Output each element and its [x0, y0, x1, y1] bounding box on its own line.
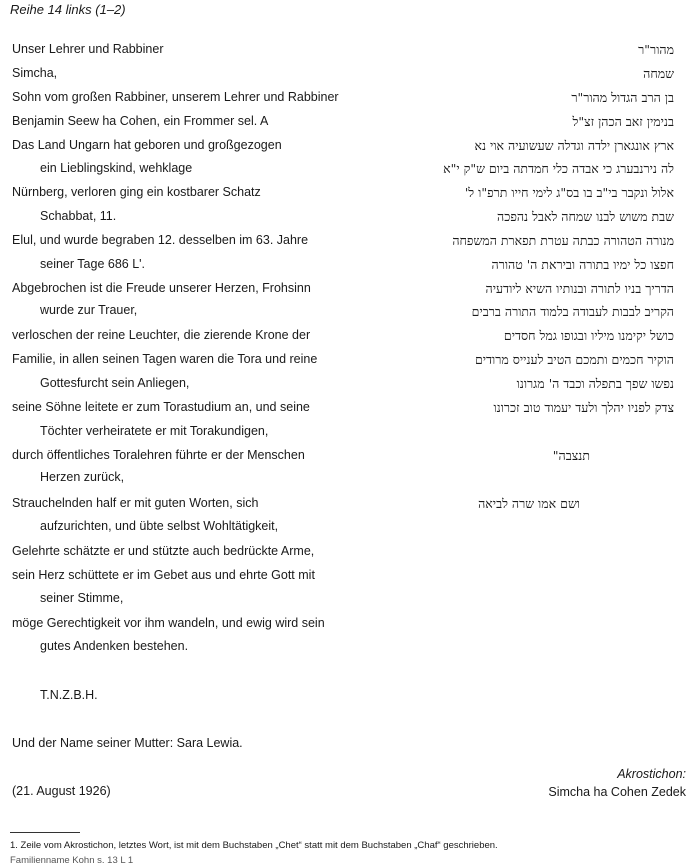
german-line: Das Land Ungarn hat geboren und großgezogen	[12, 138, 282, 152]
german-line: Benjamin Seew ha Cohen, ein Frommer sel. A	[12, 114, 269, 128]
hebrew-line: אלול ונקבר בי"ב בו בס"ג לימי חייו תרפ"ו ל'	[464, 185, 674, 200]
hebrew-line: ארץ אונגארן ילדה וגדלה שעשועיה אוי נא	[474, 138, 674, 153]
german-line: durch öffentliches Toralehren führte er der Menschen	[12, 448, 305, 462]
footnote: 1. Zeile vom Akrostichon, letztes Wort, ist mit dem Buchstaben „Chet“ statt mit dem Buchstaben „Chaf“ geschrieben.	[10, 840, 498, 851]
german-line: Nürnberg, verloren ging ein kostbarer Schatz	[12, 185, 261, 199]
german-line: Schabbat, 11.	[40, 209, 117, 223]
german-line: sein Herz schüttete er im Gebet aus und ehrte Gott mit	[12, 568, 315, 582]
german-line: Gelehrte schätzte er und stützte auch bedrückte Arme,	[12, 544, 315, 558]
acrostic-label: Akrostichon:	[617, 767, 686, 781]
page-header: Reihe 14 links (1–2)	[10, 2, 126, 17]
german-line: seiner Stimme,	[40, 591, 124, 605]
german-line: Töchter verheiratete er mit Torakundigen,	[40, 424, 269, 438]
german-line: Unser Lehrer und Rabbiner	[12, 42, 164, 56]
german-line: Simcha,	[12, 66, 58, 80]
german-line: ein Lieblingskind, wehklage	[40, 161, 193, 175]
hebrew-line: חפצו כל ימיו בתורה וביראת ה' טהורה	[491, 257, 674, 272]
footnote-divider	[10, 832, 80, 833]
german-line: Sohn vom großen Rabbiner, unserem Lehrer und Rabbiner	[12, 90, 339, 104]
hebrew-line: הוקיר חכמים ותמכם הטיב לענייס מרודים	[474, 352, 674, 367]
german-line: T.N.Z.B.H.	[40, 688, 98, 702]
german-line: gutes Andenken bestehen.	[40, 639, 189, 653]
german-line: Abgebrochen ist die Freude unserer Herzen, Frohsinn	[12, 281, 311, 295]
german-line: Und der Name seiner Mutter: Sara Lewia.	[12, 736, 243, 750]
date-line: (21. August 1926)	[12, 784, 111, 798]
german-line: verloschen der reine Leuchter, die zierende Krone der	[12, 328, 311, 342]
german-line: seiner Tage 686 L'.	[40, 257, 146, 271]
hebrew-line: לה נירנבערג כי אבדה כלי חמדתה ביום ש"ק י"א	[443, 161, 674, 176]
hebrew-line: מנורה הטהורה כבתה עטרת תפארת המשפחה	[452, 233, 674, 248]
hebrew-line: בנימין זאב הכהן זצ"ל	[572, 114, 674, 129]
hebrew-line: שמחה	[643, 66, 674, 81]
german-line: Herzen zurück,	[40, 470, 125, 484]
hebrew-line: צדק לפניו יהלך ולעד יעמוד טוב זכרונו	[493, 400, 674, 415]
german-line: Strauchelnden half er mit guten Worten, sich	[12, 496, 259, 510]
hebrew-line: כושל יקימנו מיליו ובגופו גמל חסדים	[503, 328, 674, 343]
hebrew-line: הקריב לבבות לעבודה בלמוד התורה ברבים	[471, 304, 674, 319]
german-line: Elul, und wurde begraben 12. desselben im 63. Jahre	[12, 233, 309, 247]
german-line: möge Gerechtigkeit vor ihm wandeln, und ewig wird sein	[12, 616, 325, 630]
hebrew-line: ושם אמו שרה לביאה	[478, 496, 580, 511]
hebrew-line: שבת משוש לבנו שמחה לאבל נהפכה	[497, 209, 674, 224]
hebrew-line: תנצבה"	[552, 448, 590, 463]
footnote: Familienname Kohn s. 13 L 1	[10, 855, 134, 866]
german-line: Familie, in allen seinen Tagen waren die Tora und reine	[12, 352, 318, 366]
hebrew-line: בן הרב הגדול מהור"ר	[571, 90, 674, 105]
german-line: seine Söhne leitete er zum Torastudium an, und seine	[12, 400, 310, 414]
german-line: Gottesfurcht sein Anliegen,	[40, 376, 190, 390]
hebrew-line: מהור"ר	[638, 42, 674, 57]
hebrew-line: נפשו שפך בתפלה וכבד ה' מגרונו	[516, 376, 674, 391]
hebrew-line: הדריך בניו לתורה ובנותיו השיא ליודעיה	[485, 281, 674, 296]
acrostic-text: Simcha ha Cohen Zedek	[548, 785, 686, 799]
german-line: aufzurichten, und übte selbst Wohltätigkeit,	[40, 519, 279, 533]
german-line: wurde zur Trauer,	[40, 303, 138, 317]
